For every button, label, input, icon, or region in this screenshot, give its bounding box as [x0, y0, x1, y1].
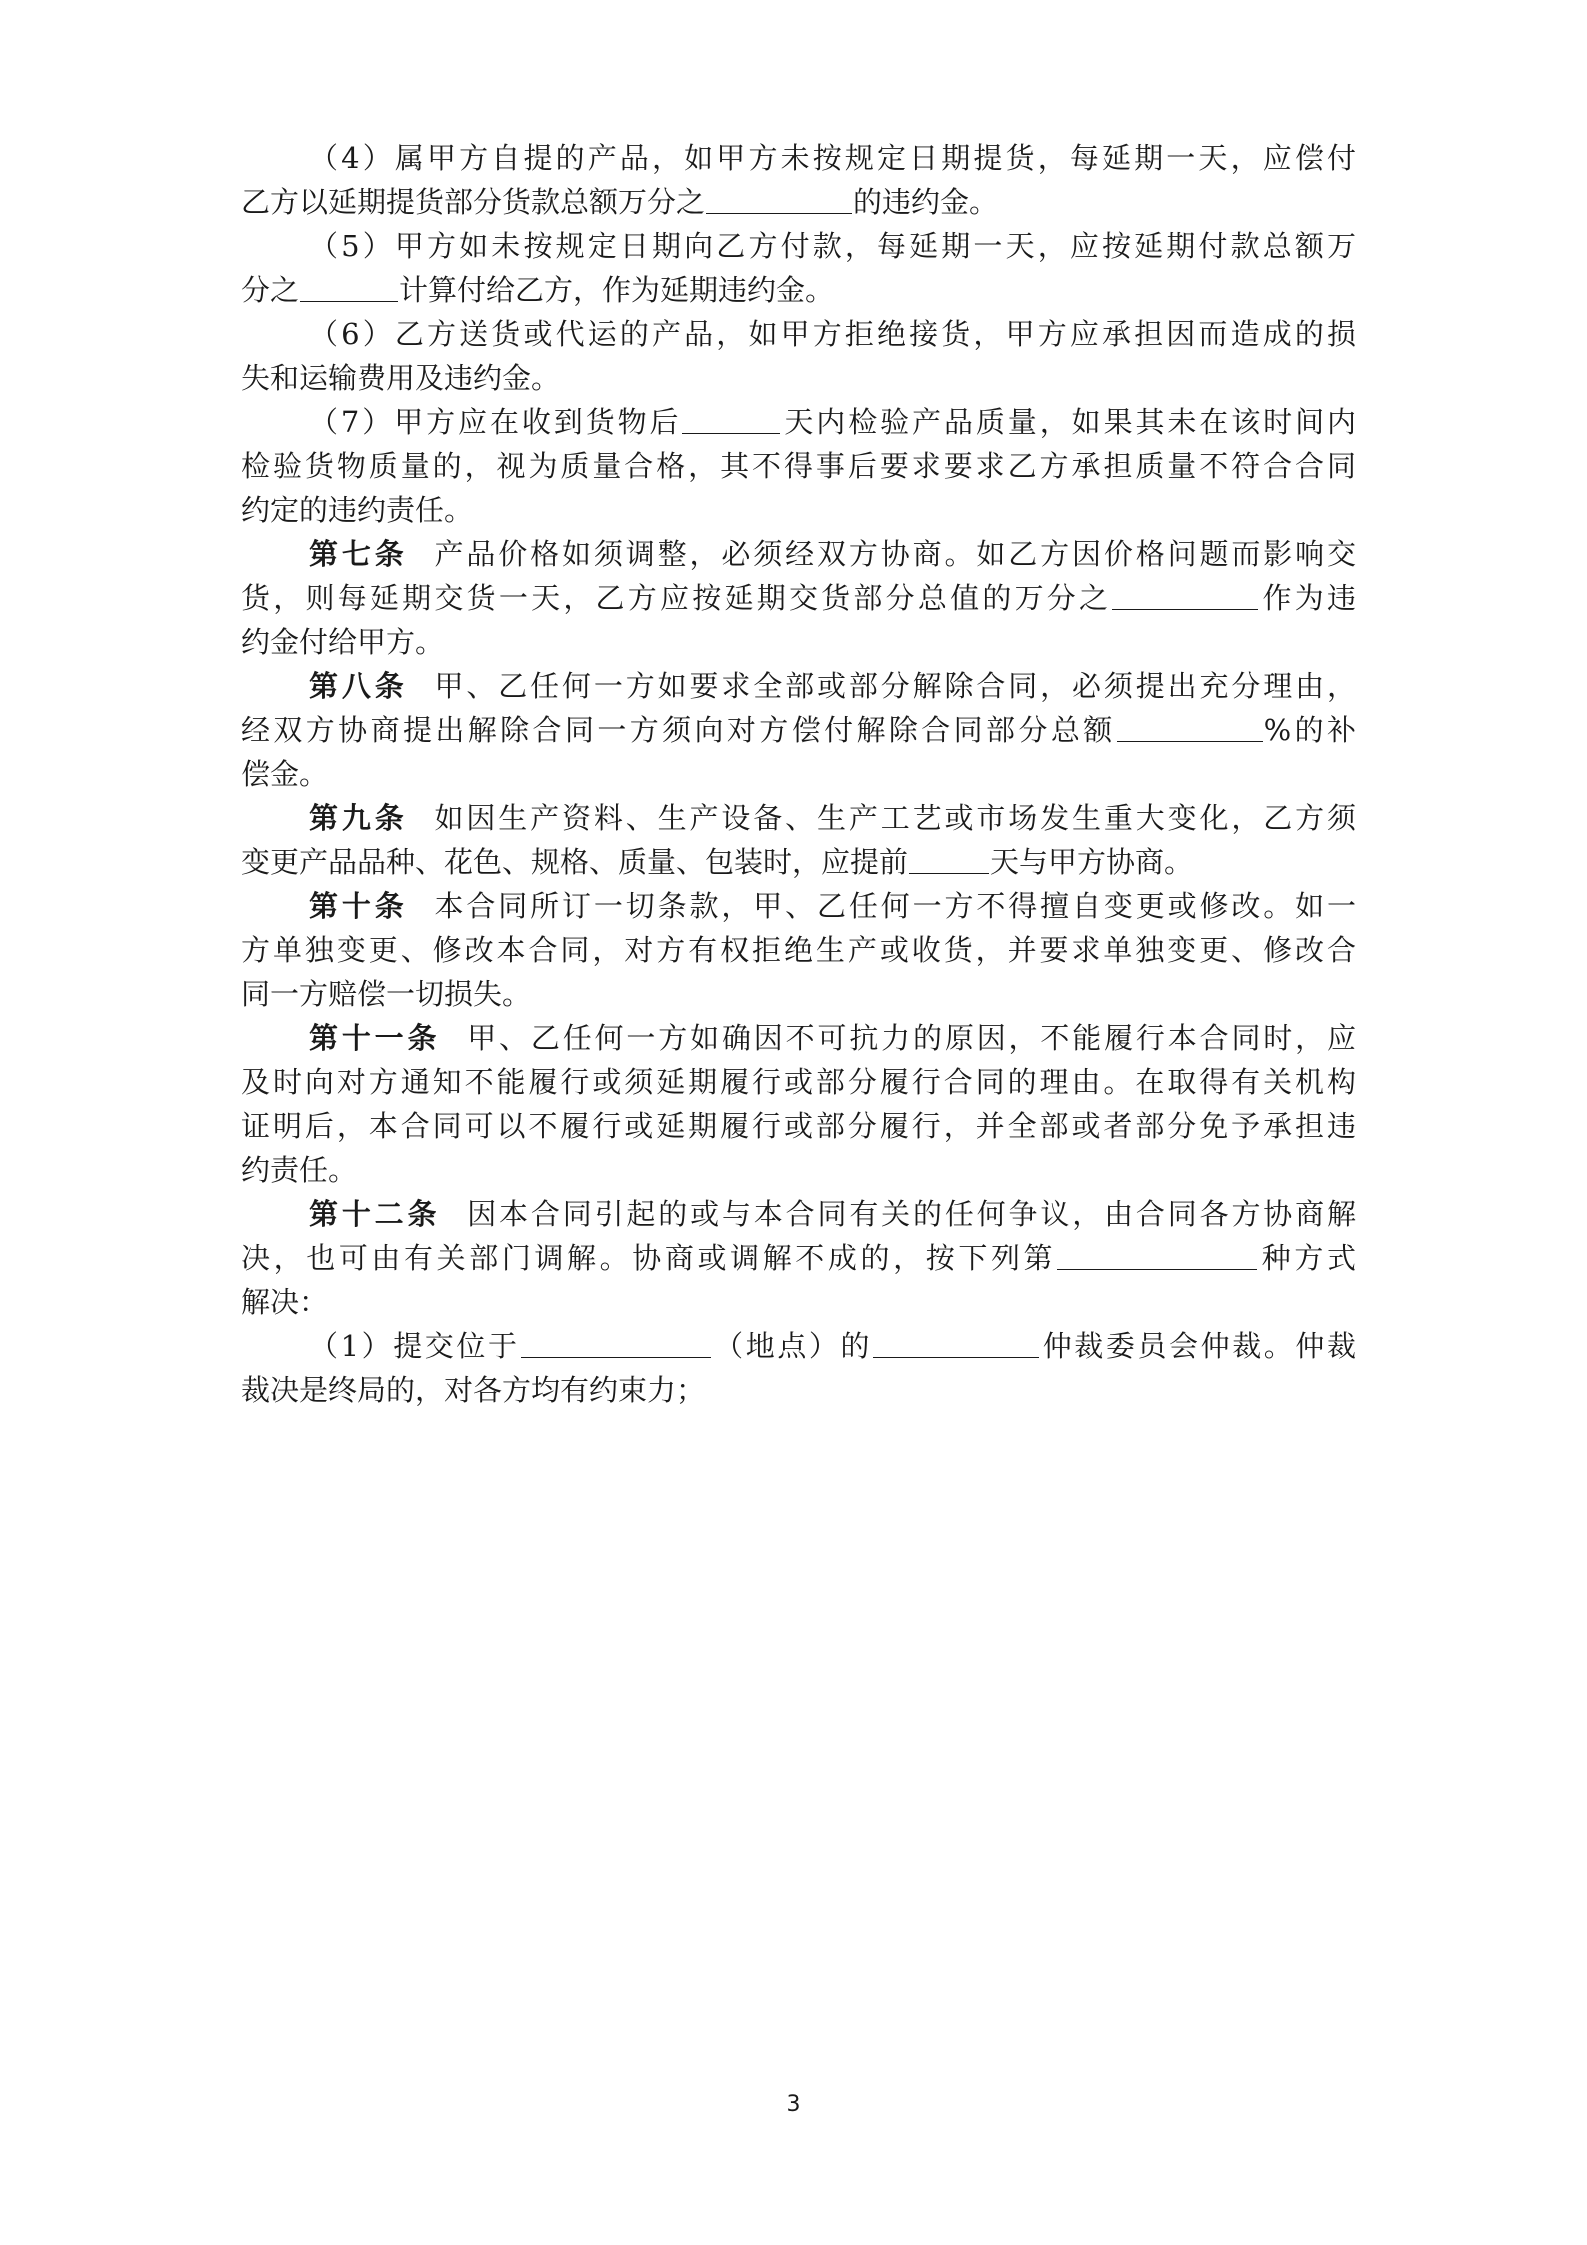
paragraph-line [241, 1062, 1356, 1102]
paragraph-line [241, 930, 1356, 970]
fill-in-blank[interactable] [1057, 1239, 1257, 1270]
article-heading: 第十条 [309, 889, 408, 923]
paragraph-line [241, 182, 1356, 222]
text-segment: 约责任。 [241, 1153, 358, 1187]
paragraph-line [241, 578, 1356, 618]
paragraph-line [241, 226, 1356, 266]
paragraph-line [241, 1018, 1356, 1058]
paragraph-line [241, 1238, 1356, 1278]
article-heading: 第八条 [309, 669, 408, 703]
paragraph-line [241, 446, 1356, 486]
text-segment: 约金付给甲方。 [241, 625, 445, 659]
paragraph-line [241, 138, 1356, 178]
text-segment: （地点）的 [711, 1329, 873, 1363]
text-segment: （5）甲方如未按规定日期向乙方付款，每延期一天，应按延期付款总额万 [309, 229, 1356, 263]
paragraph-line [241, 314, 1356, 354]
text-segment: （4）属甲方自提的产品，如甲方未按规定日期提货，每延期一天，应偿付 [309, 141, 1356, 175]
text-segment: %的补 [1263, 713, 1356, 747]
text-segment: 甲、乙任何一方如要求全部或部分解除合同，必须提出充分理由， [431, 669, 1356, 703]
text-segment: 偿金。 [241, 757, 329, 791]
paragraph-line [241, 1194, 1356, 1234]
text-segment: 裁决是终局的，对各方均有约束力； [241, 1373, 706, 1407]
text-segment: （1）提交位于 [309, 1329, 520, 1363]
text-segment: 分之 [241, 273, 300, 307]
text-segment: 方单独变更、修改本合同，对方有权拒绝生产或收货，并要求单独变更、修改合 [241, 933, 1356, 967]
paragraph-line [241, 490, 1356, 530]
article-heading: 第九条 [309, 801, 408, 835]
fill-in-blank[interactable] [873, 1327, 1039, 1358]
paragraph-line [241, 666, 1356, 706]
paragraph-line [241, 1106, 1356, 1146]
paragraph-line [241, 270, 1356, 310]
text-segment: 天内检验产品质量，如果其未在该时间内 [781, 405, 1356, 439]
text-segment: 种方式 [1258, 1241, 1356, 1275]
fill-in-blank[interactable] [1117, 711, 1263, 742]
fill-in-blank[interactable] [909, 843, 989, 874]
text-segment: 计算付给乙方，作为延期违约金。 [399, 273, 835, 307]
article-heading: 第七条 [309, 537, 408, 571]
text-segment: 经双方协商提出解除合同一方须向对方偿付解除合同部分总额 [241, 713, 1116, 747]
fill-in-blank[interactable] [706, 183, 852, 214]
text-segment: （7）甲方应在收到货物后 [309, 405, 682, 439]
text-segment: 证明后，本合同可以不履行或延期履行或部分履行，并全部或者部分免予承担违 [241, 1109, 1356, 1143]
fill-in-blank[interactable] [682, 403, 780, 434]
page-number: 3 [786, 2092, 801, 2117]
paragraph-line [241, 754, 1356, 794]
text-segment: 决，也可由有关部门调解。协商或调解不成的，按下列第 [241, 1241, 1057, 1275]
text-segment: 产品价格如须调整，必须经双方协商。如乙方因价格问题而影响交 [431, 537, 1356, 571]
paragraph-line [241, 1150, 1356, 1190]
article-heading: 第十二条 [309, 1197, 441, 1231]
fill-in-blank[interactable] [521, 1327, 711, 1358]
text-segment: 货，则每延期交货一天，乙方应按延期交货部分总值的万分之 [241, 581, 1112, 615]
paragraph-line [241, 886, 1356, 926]
text-segment: 本合同所订一切条款，甲、乙任何一方不得擅自变更或修改。如一 [431, 889, 1356, 923]
article-heading: 第十一条 [309, 1021, 441, 1055]
text-segment: 甲、乙任何一方如确因不可抗力的原因，不能履行本合同时，应 [464, 1021, 1356, 1055]
text-segment: 天与甲方协商。 [990, 845, 1194, 879]
paragraph-line [241, 710, 1356, 750]
text-segment: 检验货物质量的，视为质量合格，其不得事后要求要求乙方承担质量不符合合同 [241, 449, 1356, 483]
text-segment: 作为违 [1259, 581, 1356, 615]
paragraph-line [241, 1282, 1356, 1322]
text-segment: （6）乙方送货或代运的产品，如甲方拒绝接货，甲方应承担因而造成的损 [309, 317, 1356, 351]
paragraph-line [241, 622, 1356, 662]
paragraph-line [241, 1326, 1356, 1366]
text-segment: 同一方赔偿一切损失。 [241, 977, 532, 1011]
paragraph-line [241, 842, 1356, 882]
paragraph-line [241, 358, 1356, 398]
text-segment: 约定的违约责任。 [241, 493, 474, 527]
paragraph-line [241, 402, 1356, 442]
text-segment: 如因生产资料、生产设备、生产工艺或市场发生重大变化，乙方须 [431, 801, 1356, 835]
fill-in-blank[interactable] [300, 271, 398, 302]
text-segment: 仲裁委员会仲裁。仲裁 [1040, 1329, 1356, 1363]
text-segment: 的违约金。 [853, 185, 999, 219]
text-segment: 解决： [241, 1285, 329, 1319]
paragraph-line [241, 798, 1356, 838]
fill-in-blank[interactable] [1112, 579, 1258, 610]
text-segment: 及时向对方通知不能履行或须延期履行或部分履行合同的理由。在取得有关机构 [241, 1065, 1356, 1099]
text-segment: 失和运输费用及违约金。 [241, 361, 561, 395]
paragraph-line [241, 534, 1356, 574]
text-segment: 变更产品品种、花色、规格、质量、包装时，应提前 [241, 845, 909, 879]
paragraph-line [241, 1370, 1356, 1410]
text-segment: 乙方以延期提货部分货款总额万分之 [241, 185, 706, 219]
paragraph-line [241, 974, 1356, 1014]
text-segment: 因本合同引起的或与本合同有关的任何争议，由合同各方协商解 [464, 1197, 1356, 1231]
